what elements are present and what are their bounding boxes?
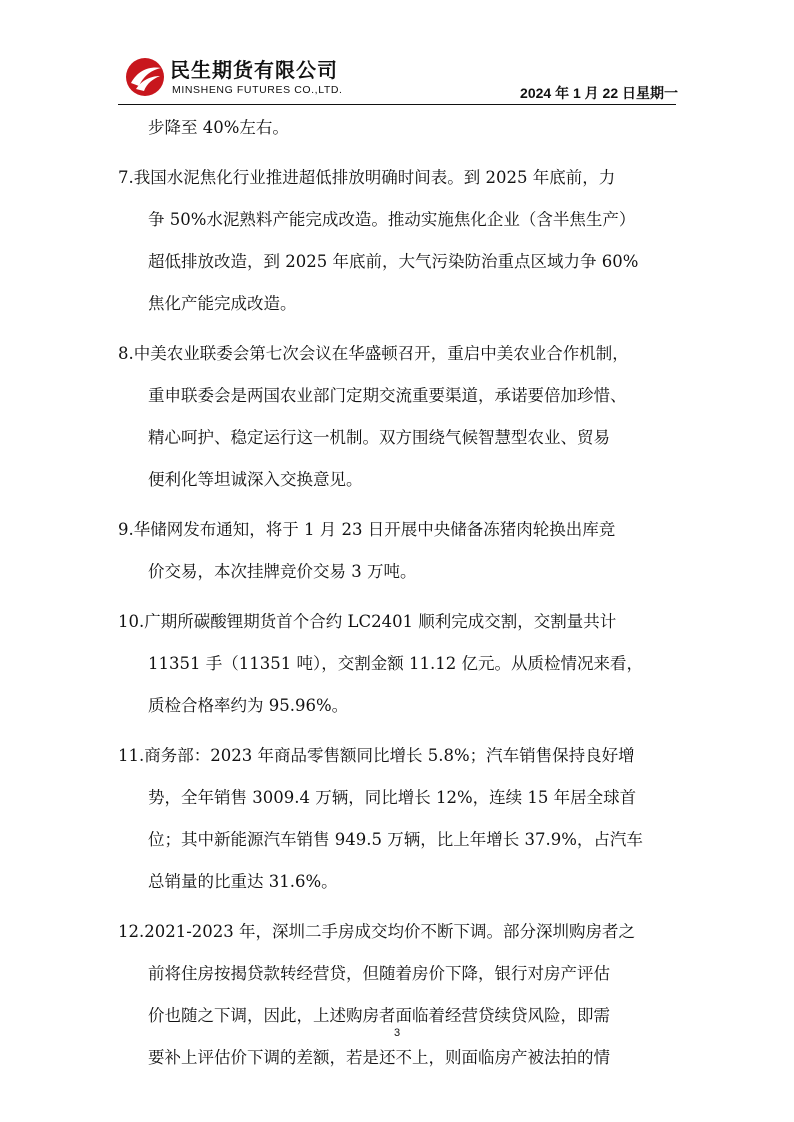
news-item-10 <box>118 601 678 727</box>
news-line: 价交易，本次挂牌竞价交易 3 万吨。 <box>148 562 417 581</box>
news-line: 8.中美农业联委会第七次会议在华盛顿召开，重启中美农业合作机制， <box>118 344 629 363</box>
news-item-8 <box>118 333 678 501</box>
news-line: 总销量的比重达 31.6%。 <box>148 872 338 891</box>
page-header <box>118 50 678 106</box>
news-item-9 <box>118 509 678 593</box>
news-line: 精心呵护、稳定运行这一机制。双方围绕气候智慧型农业、贸易 <box>148 428 610 447</box>
news-line: 要补上评估价下调的差额，若是还不上，则面临房产被法拍的情 <box>148 1048 610 1067</box>
news-line: 势，全年销售 3009.4 万辆，同比增长 12%，连续 15 年居全球首 <box>148 788 637 807</box>
news-line: 焦化产能完成改造。 <box>148 294 297 313</box>
news-line: 前将住房按揭贷款转经营贷，但随着房价下降，银行对房产评估 <box>148 964 610 983</box>
news-line: 重申联委会是两国农业部门定期交流重要渠道，承诺要倍加珍惜、 <box>148 386 627 405</box>
continuation-text: 步降至 40%左右。 <box>148 118 289 137</box>
minsheng-logo-icon <box>124 56 166 98</box>
news-line: 11.商务部：2023 年商品零售额同比增长 5.8%；汽车销售保持良好增 <box>118 746 635 765</box>
page-number: 3 <box>393 1027 401 1039</box>
news-line: 超低排放改造，到 2025 年底前，大气污染防治重点区域力争 60% <box>148 252 639 271</box>
news-line: 便利化等坦诚深入交换意见。 <box>148 470 363 489</box>
news-item-7 <box>118 157 678 325</box>
news-line: 位；其中新能源汽车销售 949.5 万辆，比上年增长 37.9%，占汽车 <box>148 830 643 849</box>
news-item-12 <box>118 911 678 1079</box>
company-name-en: MINSHENG FUTURES CO.,LTD. <box>172 84 343 96</box>
company-name-cn: 民生期货有限公司 <box>170 58 338 82</box>
header-divider <box>118 104 676 105</box>
news-line: 10.广期所碳酸锂期货首个合约 LC2401 顺利完成交割，交割量共计 <box>118 612 617 631</box>
news-item-11 <box>118 735 678 903</box>
news-line: 9.华储网发布通知，将于 1 月 23 日开展中央储备冻猪肉轮换出库竞 <box>118 520 616 539</box>
news-line: 争 50%水泥熟料产能完成改造。推动实施焦化企业（含半焦生产） <box>148 210 636 229</box>
news-line: 7.我国水泥焦化行业推进超低排放明确时间表。到 2025 年底前，力 <box>118 168 616 187</box>
company-logo <box>124 54 384 102</box>
news-content <box>118 107 678 1079</box>
report-date: 2024 年 1 月 22 日星期一 <box>520 85 678 101</box>
news-line: 质检合格率约为 95.96%。 <box>148 696 349 715</box>
news-line: 价也随之下调，因此，上述购房者面临着经营贷续贷风险，即需 <box>148 1006 610 1025</box>
news-line: 12.2021-2023 年，深圳二手房成交均价不断下调。部分深圳购房者之 <box>118 922 636 941</box>
news-line: 11351 手（11351 吨），交割金额 11.12 亿元。从质检情况来看， <box>148 654 643 673</box>
